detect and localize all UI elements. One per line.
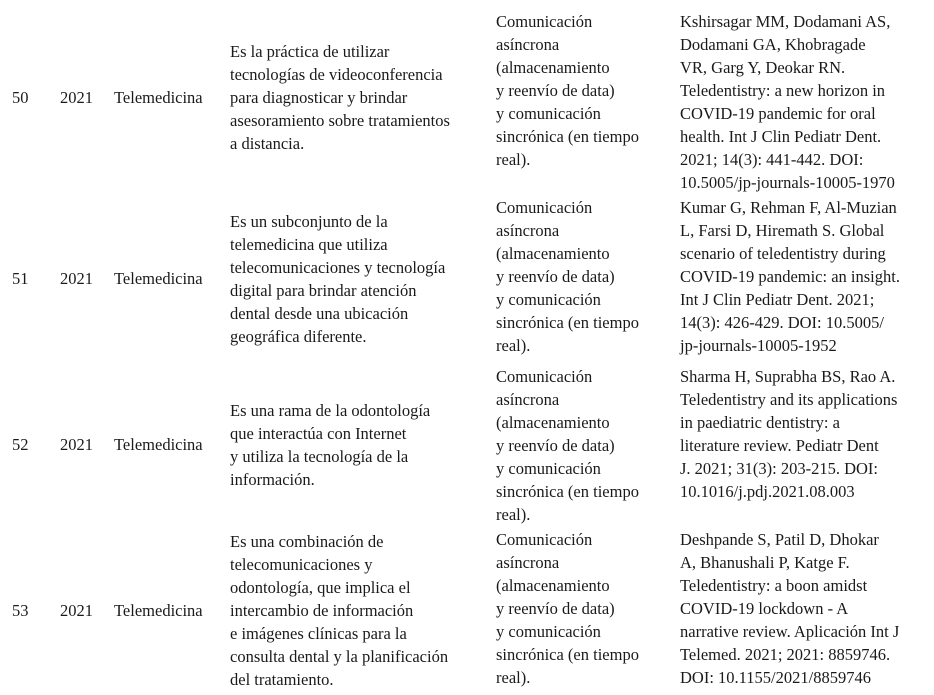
row-definition: Es una combinación de telecomunicaciones y odontología, que implica el intercambio de información e imágenes clínicas para la consulta dental y la planificación del tratamiento. — [230, 532, 449, 689]
table-row — [0, 363, 934, 526]
row-modality: Comunicación asíncrona (almacenamiento y reenvío de data) y comunicación sincrónica (en tiempo real). — [496, 530, 639, 687]
table-row — [0, 194, 934, 363]
row-modality: Comunicación asíncrona (almacenamiento y reenvío de data) y comunicación sincrónica (en tiempo real). — [496, 367, 639, 524]
row-modality: Comunicación asíncrona (almacenamiento y reenvío de data) y comunicación sincrónica (en tiempo real). — [496, 12, 639, 169]
row-term: Telemedicina — [114, 269, 203, 288]
row-definition: Es una rama de la odontología que interactúa con Internet y utiliza la tecnología de la información. — [230, 400, 431, 489]
row-year: 2021 — [60, 269, 93, 288]
row-year: 2021 — [60, 601, 93, 620]
row-definition: Es la práctica de utilizar tecnologías de videoconferencia para diagnosticar y brindar asesoramiento sobre tratamientos a distancia. — [230, 41, 450, 153]
row-term: Telemedicina — [114, 435, 203, 454]
row-modality: Comunicación asíncrona (almacenamiento y reenvío de data) y comunicación sincrónica (en tiempo real). — [496, 198, 639, 355]
row-number: 51 — [12, 269, 29, 288]
table-row — [0, 526, 934, 695]
row-term: Telemedicina — [114, 87, 203, 107]
row-number: 50 — [12, 87, 29, 107]
row-reference: Kumar G, Rehman F, Al-Muzian L, Farsi D, Hiremath S. Global scenario of teledentistry during COVID-19 pandemic: an insight. Int J Clin Pediatr Dent. 2021; 14(3): 426-429. DOI: 10.5005/ jp-journals-10005-1952 — [680, 198, 900, 355]
row-year: 2021 — [60, 435, 93, 454]
row-reference: Deshpande S, Patil D, Dhokar A, Bhanushali P, Katge F. Teledentistry: a boon amidst COVID-19 lockdown - A narrative review. Aplicación Int J Telemed. 2021; 2021: 8859746. DOI: 10.1155/2021/8859746 — [680, 530, 900, 687]
table-row — [0, 0, 934, 194]
row-reference: Sharma H, Suprabha BS, Rao A. Teledentistry and its applications in paediatric dentistry: a literature review. Pediatr Dent J. 2021; 31(3): 203-215. DOI: 10.1016/j.pdj.2021.08.003 — [680, 367, 898, 501]
row-reference: Kshirsagar MM, Dodamani AS, Dodamani GA, Khobragade VR, Garg Y, Deokar RN. Teledentistry: a new horizon in COVID-19 pandemic for oral health. Int J Clin Pediatr Dent. 2021; 14(3): 441-442. DOI: 10.5005/jp-journals-10005-1970 — [680, 12, 895, 192]
row-term: Telemedicina — [114, 601, 203, 620]
row-number: 53 — [12, 601, 29, 620]
row-year: 2021 — [60, 87, 93, 107]
row-number: 52 — [12, 435, 29, 454]
row-definition: Es un subconjunto de la telemedicina que utiliza telecomunicaciones y tecnología digital para brindar atención dental desde una ubicación geográfica diferente. — [230, 211, 446, 346]
